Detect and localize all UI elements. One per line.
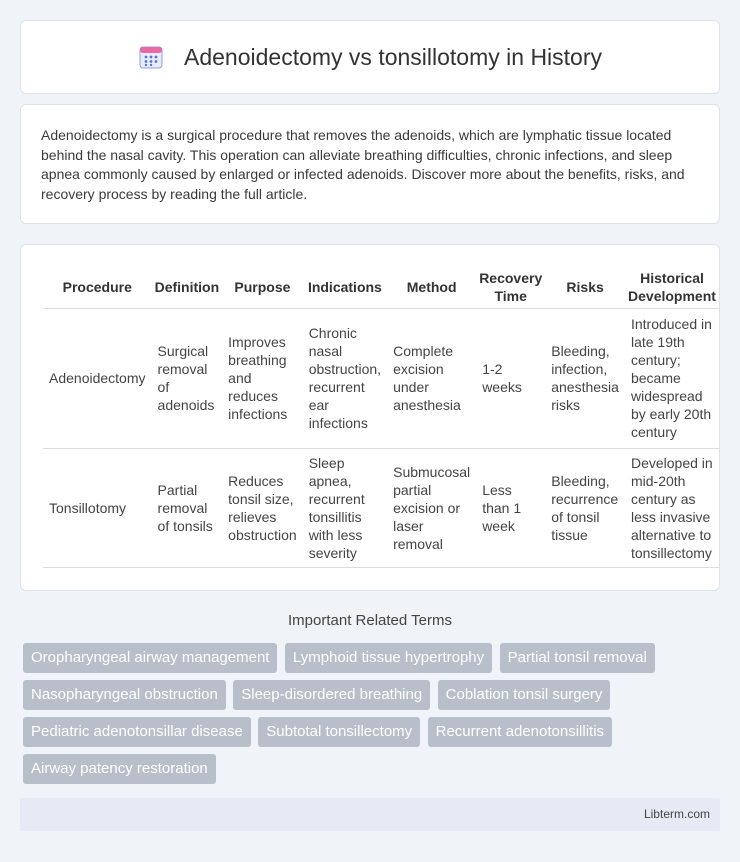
table-header-row [43,267,719,308]
table-row [43,448,719,567]
col-header-indications: Indications [303,267,387,308]
footer-site-link[interactable]: Libterm.com [643,807,710,821]
header-card [20,20,720,94]
cell-purpose: Improves breathing and reduces infections [222,308,303,448]
cell-definition: Partial removal of tonsils [152,448,223,567]
col-header-risks: Risks [545,267,625,308]
related-term-tag[interactable]: Partial tonsil removal [500,643,655,673]
cell-procedure: Adenoidectomy [43,308,152,448]
cell-indications: Chronic nasal obstruction, recurrent ear infections [303,308,387,448]
calendar-grid-icon [138,44,164,70]
page-title: Adenoidectomy vs tonsillotomy in History [184,43,602,70]
related-term-tag[interactable]: Lymphoid tissue hypertrophy [285,643,492,673]
cell-indications: Sleep apnea, recurrent tonsillitis with less severity [303,448,387,567]
cell-procedure: Tonsillotomy [43,448,152,567]
cell-recovery-time: Less than 1 week [476,448,545,567]
related-term-tag[interactable]: Oropharyngeal airway management [23,643,277,673]
related-term-tag[interactable]: Pediatric adenotonsillar disease [23,717,251,747]
related-term-tag[interactable]: Nasopharyngeal obstruction [23,680,226,710]
related-terms-list [23,643,723,791]
intro-text: Adenoidectomy is a surgical procedure that removes the adenoids, which are lymphatic tissue located behind the nasal cavity. This operation can alleviate breathing difficulties, chronic infections, and sleep apnea commonly caused by enlarged or infected adenoids. Discover more about the benefits, risks, and recovery process by reading the full article. [41,127,685,202]
related-term-tag[interactable]: Subtotal tonsillectomy [258,717,420,747]
col-header-definition: Definition [152,267,223,308]
table-row [43,308,719,448]
cell-historical-development: Introduced in late 19th century; became widespread by early 20th century [625,308,719,448]
related-term-tag[interactable]: Coblation tonsil surgery [438,680,611,710]
cell-purpose: Reduces tonsil size, relieves obstruction [222,448,303,567]
intro-card [20,104,720,224]
col-header-method: Method [387,267,476,308]
related-term-tag[interactable]: Airway patency restoration [23,754,216,784]
cell-recovery-time: 1-2 weeks [476,308,545,448]
related-term-tag[interactable]: Recurrent adenotonsillitis [428,717,612,747]
cell-risks: Bleeding, recurrence of tonsil tissue [545,448,625,567]
comparison-table [43,267,719,568]
col-header-historical-development: Historical Development [625,267,719,308]
col-header-procedure: Procedure [43,267,152,308]
related-term-tag[interactable]: Sleep-disordered breathing [233,680,430,710]
cell-risks: Bleeding, infection, anesthesia risks [545,308,625,448]
cell-definition: Surgical removal of adenoids [152,308,223,448]
footer [20,798,720,831]
col-header-recovery-time: Recovery Time [476,267,545,308]
related-terms-title: Important Related Terms [288,612,452,629]
col-header-purpose: Purpose [222,267,303,308]
comparison-table-card [20,244,720,591]
cell-method: Complete excision under anesthesia [387,308,476,448]
cell-method: Submucosal partial excision or laser removal [387,448,476,567]
cell-historical-development: Developed in mid-20th century as less invasive alternative to tonsillectomy [625,448,719,567]
